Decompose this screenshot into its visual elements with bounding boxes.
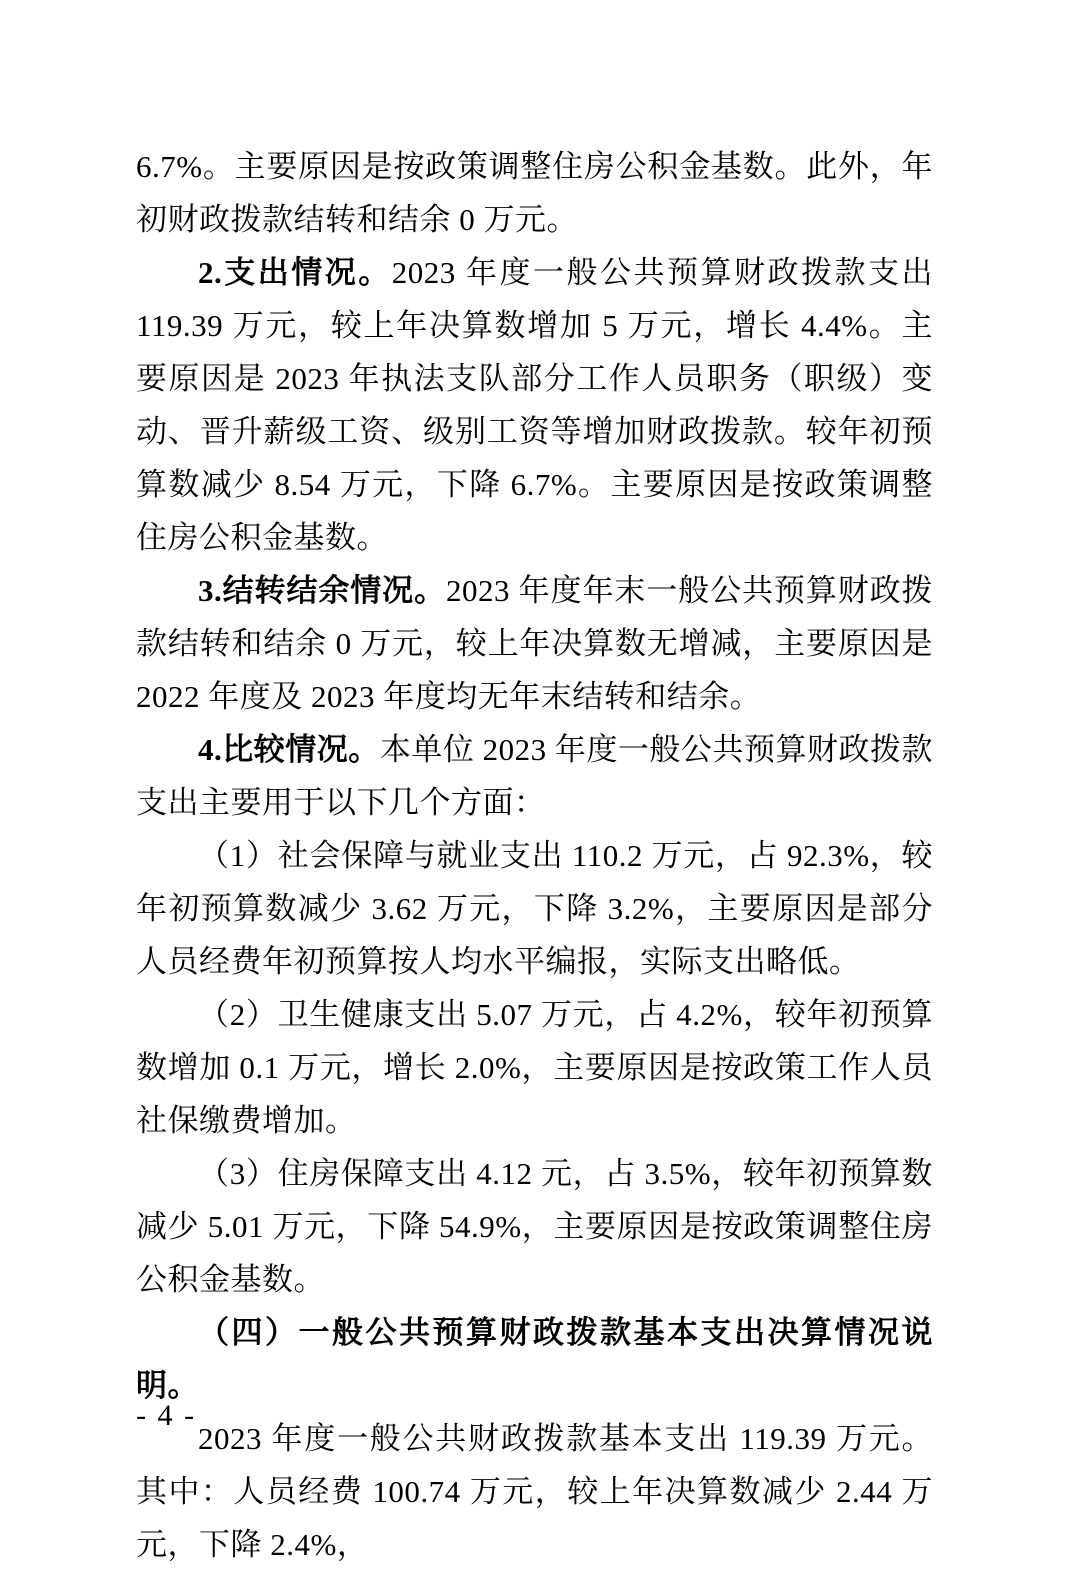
text-run: （3）住房保障支出 4.12 元，占 3.5%，较年初预算数减少 5.01 万元，下降 54.9%，主要原因是按政策调整住房公积金基数。 — [136, 1156, 933, 1297]
paragraph — [136, 829, 933, 988]
text-run: 本单位 2023 年度一般公共预算财政拨款支出主要用于以下几个方面： — [136, 732, 934, 820]
paragraph — [136, 988, 933, 1147]
paragraph — [136, 246, 933, 564]
page-number: - 4 - — [136, 1399, 196, 1432]
text-run: 6.7%。主要原因是按政策调整住房公积金基数。此外，年初财政拨款结转和结余 0 万元。 — [136, 149, 933, 237]
text-run: 2023 年度年末一般公共预算财政拨款结转和结余 0 万元，较上年决算数无增减，主要原因是 2022 年度及 2023 年度均无年末结转和结余。 — [136, 573, 934, 714]
text-run: （2）卫生健康支出 5.07 万元，占 4.2%，较年初预算数增加 0.1 万元，增长 2.0%，主要原因是按政策工作人员社保缴费增加。 — [136, 997, 933, 1138]
heading-run: 2.支出情况。 — [198, 255, 392, 290]
text-run: 2023 年度一般公共财政拨款基本支出 119.39 万元。其中：人员经费 100.74 万元，较上年决算数减少 2.44 万元，下降 2.4%， — [136, 1421, 933, 1562]
paragraph — [136, 1147, 933, 1306]
heading-run: 4.比较情况。 — [198, 732, 380, 767]
paragraph — [136, 1412, 933, 1571]
heading-run: 3.结转结余情况。 — [198, 573, 446, 608]
document-body — [136, 140, 933, 1571]
paragraph — [136, 1306, 933, 1412]
text-run: 2023 年度一般公共预算财政拨款支出 119.39 万元，较上年决算数增加 5 万元，增长 4.4%。主要原因是 2023 年执法支队部分工作人员职务（职级）变动、晋升薪级工资、级别工资等增加财政拨款。较年初预算数减少 8.54 万元，下降 6.7%。主要原因是按政策调整住房公积金基数。 — [136, 255, 933, 555]
paragraph — [136, 723, 933, 829]
paragraph — [136, 140, 933, 246]
paragraph — [136, 564, 933, 723]
text-run: （1）社会保障与就业支出 110.2 万元，占 92.3%，较年初预算数减少 3.62 万元，下降 3.2%，主要原因是部分人员经费年初预算按人均水平编报，实际支出略低。 — [136, 838, 933, 979]
heading-run: （四）一般公共预算财政拨款基本支出决算情况说明。 — [136, 1315, 933, 1403]
